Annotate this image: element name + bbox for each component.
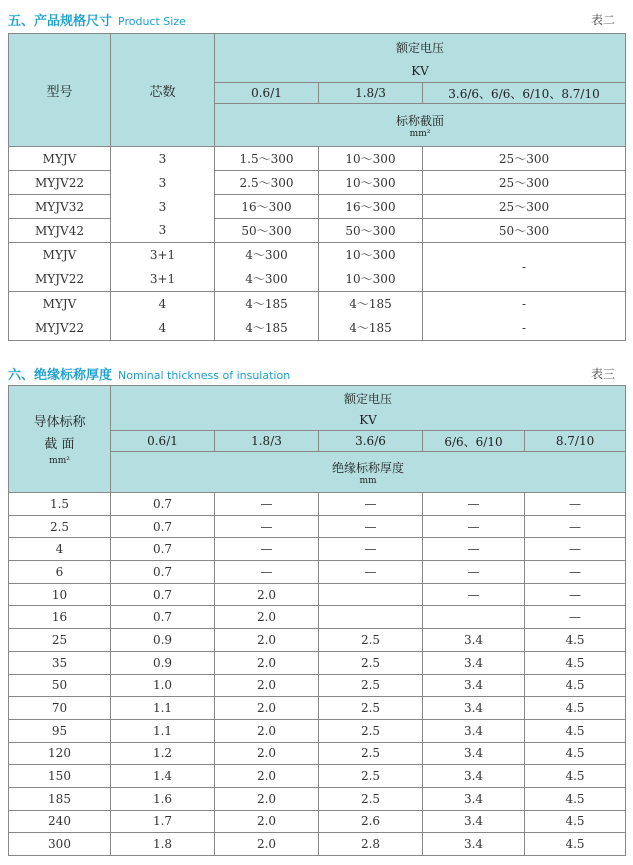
v2-cell: 10～300 10～300	[319, 243, 423, 292]
section-cell: 185	[9, 787, 111, 810]
v2-cell: —	[215, 561, 319, 584]
table-row-group	[9, 243, 626, 292]
v4-cell: —	[423, 515, 525, 538]
v2-cell: 50～300	[319, 219, 423, 243]
header-conductor-section	[9, 386, 111, 493]
header-section	[215, 104, 626, 147]
v1-cell: 4～185 4～185	[215, 292, 319, 341]
v3-cell: 25～300	[423, 171, 626, 195]
table-row-group	[9, 292, 626, 341]
v1-cell: 1.8	[111, 833, 215, 856]
v4-cell: —	[423, 538, 525, 561]
table-row	[9, 493, 626, 516]
section-cell: 240	[9, 810, 111, 833]
v5-cell: —	[525, 583, 626, 606]
table-row	[9, 171, 626, 195]
section-cell: 10	[9, 583, 111, 606]
v1-cell: 0.9	[111, 629, 215, 652]
v2-cell: —	[215, 538, 319, 561]
v5-cell: —	[525, 561, 626, 584]
v1-cell: 1.1	[111, 719, 215, 742]
v2-cell: —	[215, 515, 319, 538]
table-row	[9, 629, 626, 652]
insulation-thickness-table	[8, 385, 626, 856]
v1-cell: 1.2	[111, 742, 215, 765]
header-voltage-0: 0.6/1	[111, 431, 215, 452]
table-row	[9, 515, 626, 538]
v1-cell: 0.9	[111, 651, 215, 674]
v1-cell: 1.6	[111, 787, 215, 810]
v5-cell: 4.5	[525, 787, 626, 810]
table-row	[9, 765, 626, 788]
header-voltage-1: 1.8/3	[319, 83, 423, 104]
v3-cell: 2.5	[319, 629, 423, 652]
v4-cell: 3.4	[423, 787, 525, 810]
v3-cell: 2.8	[319, 833, 423, 856]
v2-cell: 10～300	[319, 147, 423, 171]
v5-cell: 4.5	[525, 833, 626, 856]
v4-cell: 3.4	[423, 833, 525, 856]
v3-cell: 2.5	[319, 719, 423, 742]
v2-cell: 2.0	[215, 629, 319, 652]
v1-cell: 16～300	[215, 195, 319, 219]
v5-cell: 4.5	[525, 742, 626, 765]
section-cell: 95	[9, 719, 111, 742]
v3-cell	[319, 606, 423, 629]
cores-cell: 3	[111, 147, 215, 171]
v3-cell: —	[319, 493, 423, 516]
v2-cell: 4～185 4～185	[319, 292, 423, 341]
section-cell: 6	[9, 561, 111, 584]
header-cores: 芯数	[111, 34, 215, 147]
header-thickness	[111, 452, 626, 493]
v1-cell: 0.7	[111, 606, 215, 629]
table-row	[9, 674, 626, 697]
section5-title-en: Product Size	[118, 15, 186, 28]
v2-cell: 2.0	[215, 583, 319, 606]
v3-cell: —	[319, 561, 423, 584]
header-thickness-label: 绝缘标称厚度	[332, 460, 405, 475]
v2-cell: 2.0	[215, 697, 319, 720]
cores-cell: 3	[111, 171, 215, 195]
header-col1-line1: 导体标称	[33, 415, 86, 430]
v3-cell: 2.5	[319, 674, 423, 697]
table-row	[9, 651, 626, 674]
v3-cell: —	[319, 538, 423, 561]
v5-cell: 4.5	[525, 810, 626, 833]
header-voltage-unit: KV	[215, 60, 626, 83]
v3-cell: 2.5	[319, 787, 423, 810]
v1-cell: 0.7	[111, 515, 215, 538]
v3-cell	[319, 583, 423, 606]
header-model: 型号	[9, 34, 111, 147]
section-cell: 150	[9, 765, 111, 788]
cores-cell: 3+1 3+1	[111, 243, 215, 292]
v1-cell: 0.7	[111, 538, 215, 561]
v5-cell: 4.5	[525, 651, 626, 674]
section6-title-en: Nominal thickness of insulation	[118, 369, 291, 382]
table-row	[9, 742, 626, 765]
section5-header	[0, 6, 633, 30]
model-cell: MYJV32	[9, 195, 111, 219]
model-cell: MYJV MYJV22	[9, 292, 111, 341]
table-row	[9, 787, 626, 810]
v3-cell: 2.5	[319, 765, 423, 788]
v3-cell: 25～300	[423, 195, 626, 219]
section-cell: 25	[9, 629, 111, 652]
v5-cell: 4.5	[525, 697, 626, 720]
v2-cell: 2.0	[215, 742, 319, 765]
v1-cell: 50～300	[215, 219, 319, 243]
table2-label: 表二	[590, 13, 615, 27]
header-section-label: 标称截面	[396, 113, 445, 128]
v5-cell: —	[525, 515, 626, 538]
v4-cell: 3.4	[423, 697, 525, 720]
table-row	[9, 195, 626, 219]
header-voltage-1: 1.8/3	[215, 431, 319, 452]
v3-cell: —	[319, 515, 423, 538]
v3-cell: 2.6	[319, 810, 423, 833]
product-size-table	[8, 33, 626, 341]
v4-cell: —	[423, 561, 525, 584]
section-cell: 1.5	[9, 493, 111, 516]
v3-cell: 2.5	[319, 742, 423, 765]
v1-cell: 0.7	[111, 493, 215, 516]
v2-cell: 2.0	[215, 719, 319, 742]
section-cell: 16	[9, 606, 111, 629]
section-cell: 35	[9, 651, 111, 674]
v2-cell: 2.0	[215, 787, 319, 810]
v3-cell: 50～300	[423, 219, 626, 243]
v2-cell: 2.0	[215, 810, 319, 833]
cores-cell: 3	[111, 219, 215, 243]
v1-cell: 4～300 4～300	[215, 243, 319, 292]
v1-cell: 0.7	[111, 583, 215, 606]
table-row	[9, 583, 626, 606]
section5-title: 五、产品规格尺寸 Product Size	[8, 14, 186, 29]
model-cell: MYJV42	[9, 219, 111, 243]
table-row	[9, 147, 626, 171]
header-col1-unit: mm²	[49, 456, 70, 466]
header-voltage-unit: KV	[111, 410, 626, 431]
cores-cell: 3	[111, 195, 215, 219]
v2-cell: 10～300	[319, 171, 423, 195]
header-voltage: 额定电压	[111, 386, 626, 411]
section-cell: 2.5	[9, 515, 111, 538]
section-cell: 50	[9, 674, 111, 697]
v2-cell: 2.0	[215, 765, 319, 788]
header-section-unit: mm²	[409, 128, 431, 139]
table3-label: 表三	[590, 367, 615, 381]
header-thickness-unit: mm	[359, 475, 377, 486]
model-cell: MYJV22	[9, 171, 111, 195]
section-cell: 120	[9, 742, 111, 765]
v4-cell: 3.4	[423, 629, 525, 652]
section6-header	[0, 360, 633, 384]
v5-cell: —	[525, 493, 626, 516]
header-voltage-2: 3.6/6、6/6、6/10、8.7/10	[423, 83, 626, 104]
v1-cell: 1.0	[111, 674, 215, 697]
header-voltage-0: 0.6/1	[215, 83, 319, 104]
insulation-table-body	[9, 493, 626, 856]
v1-cell: 1.5～300	[215, 147, 319, 171]
section-cell: 70	[9, 697, 111, 720]
v1-cell: 1.7	[111, 810, 215, 833]
header-voltage-4: 8.7/10	[525, 431, 626, 452]
v2-cell: 2.0	[215, 651, 319, 674]
v4-cell: 3.4	[423, 742, 525, 765]
v4-cell: 3.4	[423, 674, 525, 697]
table-row	[9, 697, 626, 720]
v4-cell: 3.4	[423, 719, 525, 742]
section-cell: 4	[9, 538, 111, 561]
v5-cell: 4.5	[525, 719, 626, 742]
table-row	[9, 833, 626, 856]
section-cell: 300	[9, 833, 111, 856]
v5-cell: 4.5	[525, 629, 626, 652]
table-row	[9, 561, 626, 584]
v5-cell: —	[525, 606, 626, 629]
section6-title: 六、绝缘标称厚度 Nominal thickness of insulation	[8, 368, 291, 383]
model-cell: MYJV	[9, 147, 111, 171]
v2-cell: —	[215, 493, 319, 516]
v1-cell: 1.1	[111, 697, 215, 720]
v1-cell: 1.4	[111, 765, 215, 788]
table-row	[9, 810, 626, 833]
model-cell: MYJV MYJV22	[9, 243, 111, 292]
v4-cell: —	[423, 493, 525, 516]
v2-cell: 2.0	[215, 674, 319, 697]
table-row	[9, 219, 626, 243]
v4-cell	[423, 606, 525, 629]
v3-cell: - -	[423, 292, 626, 341]
table-row	[9, 606, 626, 629]
table-row	[9, 538, 626, 561]
v3-cell: 2.5	[319, 697, 423, 720]
v2-cell: 16～300	[319, 195, 423, 219]
v4-cell: —	[423, 583, 525, 606]
header-voltage-3: 6/6、6/10	[423, 431, 525, 452]
v4-cell: 3.4	[423, 651, 525, 674]
v4-cell: 3.4	[423, 810, 525, 833]
v2-cell: 2.0	[215, 833, 319, 856]
v4-cell: 3.4	[423, 765, 525, 788]
header-voltage: 额定电压	[215, 34, 626, 61]
table-row	[9, 719, 626, 742]
header-voltage-2: 3.6/6	[319, 431, 423, 452]
v5-cell: 4.5	[525, 765, 626, 788]
header-col1-line2: 截 面	[44, 437, 75, 452]
v3-cell: 25～300	[423, 147, 626, 171]
v5-cell: 4.5	[525, 674, 626, 697]
v3-cell: 2.5	[319, 651, 423, 674]
cores-cell: 4 4	[111, 292, 215, 341]
v2-cell: 2.0	[215, 606, 319, 629]
v3-cell: -	[423, 243, 626, 292]
v1-cell: 0.7	[111, 561, 215, 584]
v1-cell: 2.5～300	[215, 171, 319, 195]
v5-cell: —	[525, 538, 626, 561]
